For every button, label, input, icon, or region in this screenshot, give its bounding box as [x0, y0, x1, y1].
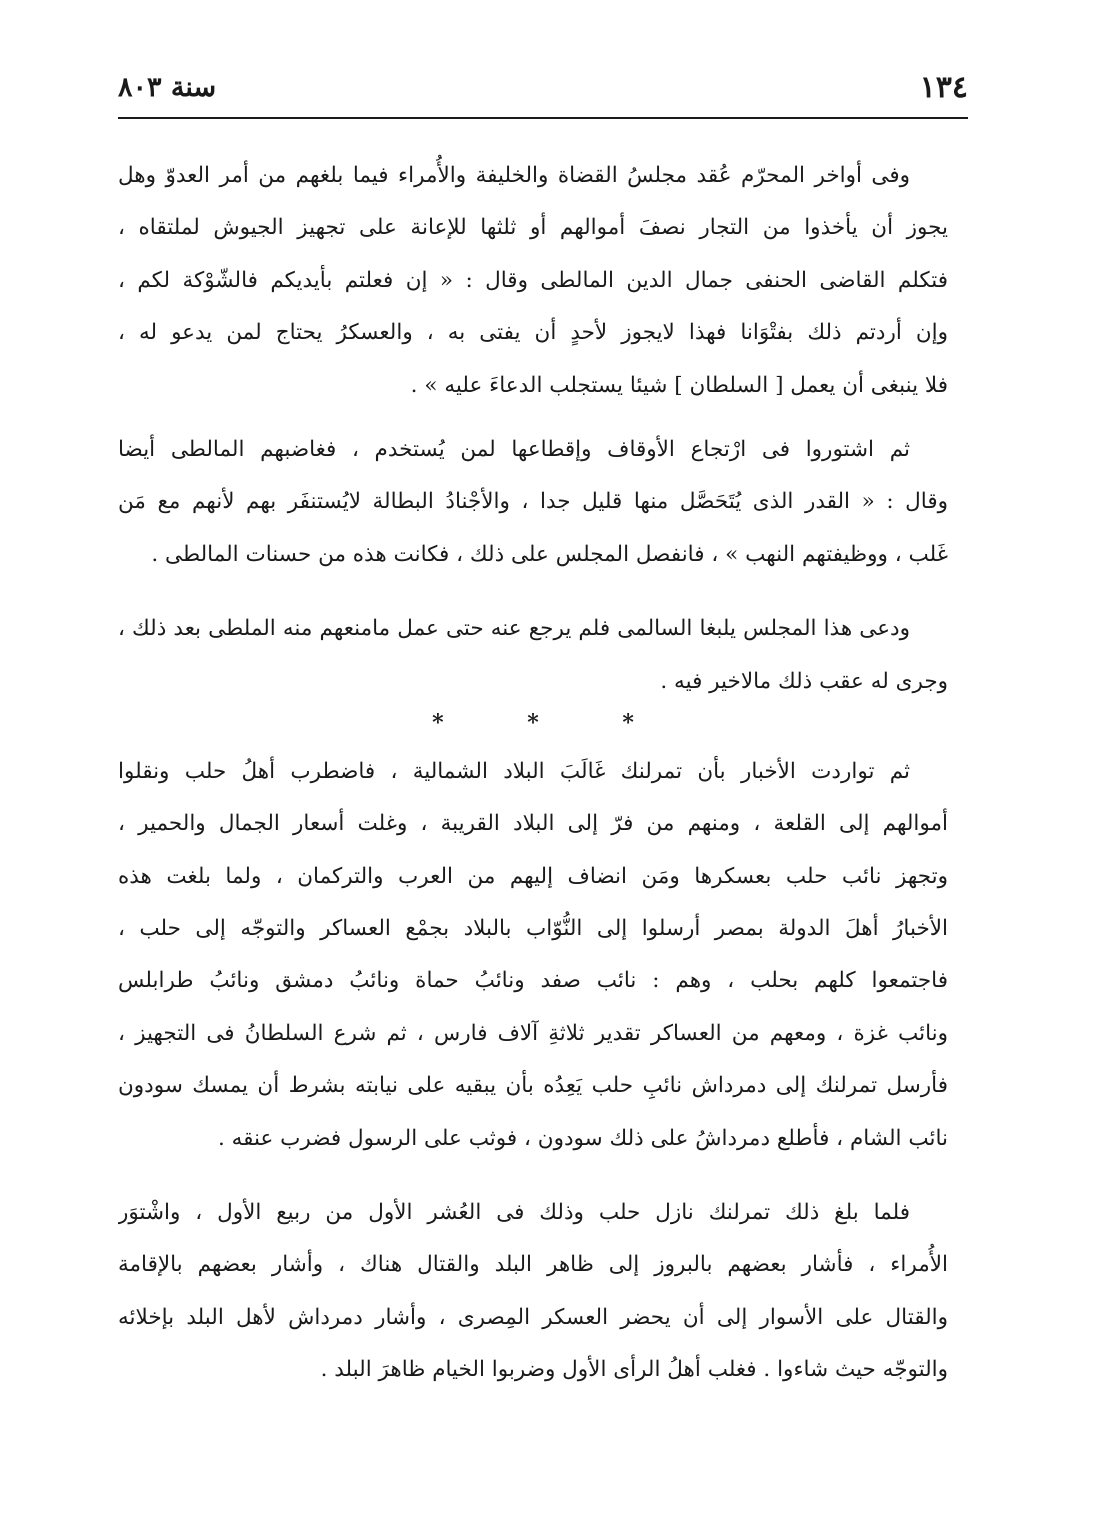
text-line: وفى أواخر المحرّم عُقد مجلسُ القضاة والخليفة والأُمراء فيما بلغهم من أمر العدوّ وهل — [118, 163, 910, 188]
text-line: وتجهز نائب حلب بعسكرها ومَن انضاف إليهم من العرب والتركمان ، ولما بلغت هذه — [118, 863, 948, 889]
text-line: ودعى هذا المجلس يلبغا السالمى فلم يرجع عنه حتى عمل مامنعهم منه الملطى بعد ذلك ، — [118, 616, 910, 642]
text-line: نائب الشام ، فأطلع دمرداشُ على ذلك سودون ، فوثب على الرسول فضرب عنقه . — [217, 1125, 948, 1151]
text-line: غَلب ، ووظيفتهم النهب » ، فانفصل المجلس على ذلك ، فكانت هذه من حسنات المالطى . — [151, 541, 948, 567]
text-line: وقال : « القدر الذى يُتَحَصَّل منها قليل جدا ، والأجْنادُ البطالة لايُستنفَر بهم لأنهم مع مَن — [118, 489, 948, 515]
text-line: وجرى له عقب ذلك مالاخير فيه . — [660, 668, 948, 694]
paragraph-2 — [118, 424, 948, 581]
text-line: فأرسل تمرلنك إلى دمرداش نائبِ حلب يَعِدُه بأن يبقيه على نيابته بشرط أن يمسك سودون — [118, 1073, 948, 1099]
paragraph-1 — [118, 150, 948, 412]
page-number: ١٣٤ — [919, 70, 968, 105]
header-rule — [118, 117, 968, 119]
text-line: الأخبارُ أهلَ الدولة بمصر أرسلوا إلى النُّوّاب بالبلاد بجمْع العساكر والتوجّه إلى حلب ، — [118, 916, 948, 942]
running-head-year: سنة ٨٠٣ — [118, 72, 217, 103]
paragraph-3 — [118, 603, 948, 708]
paragraph-5 — [118, 1187, 948, 1397]
page-body — [118, 150, 948, 1397]
text-line: أموالهم إلى القلعة ، ومنهم من فرّ إلى البلاد القريبة ، وغلت أسعار الجمال والحمير ، — [118, 811, 948, 837]
text-line: يجوز أن يأخذوا من التجار نصفَ أموالهم أو ثلثها للإعانة على تجهيز الجيوش لملتقاه ، — [118, 215, 948, 241]
text-line: فاجتمعوا كلهم بحلب ، وهم : نائب صفد ونائبُ حماة ونائبُ دمشق ونائبُ طرابلس — [118, 968, 948, 994]
text-line: ونائب غزة ، ومعهم من العساكر تقدير ثلاثةِ آلاف فارس ، ثم شرع السلطانُ فى التجهيز ، — [118, 1020, 948, 1046]
paragraph-4 — [118, 746, 948, 1165]
text-line: والقتال على الأسوار إلى أن يحضر العسكر المِصرى ، وأشار دمرداش لأهل البلد بإخلائه — [118, 1304, 948, 1330]
text-line: ثم تواردت الأخبار بأن تمرلنك غَالَبَ البلاد الشمالية ، فاضطرب أهلُ حلب ونقلوا — [118, 758, 910, 784]
page-header — [118, 60, 968, 116]
section-separator: * * * — [432, 709, 672, 736]
text-line: فتكلم القاضى الحنفى جمال الدين المالطى وقال : « إن فعلتم بأيديكم فالشّوْكة لكم ، — [118, 267, 948, 293]
text-line: والتوجّه حيث شاءوا . فغلب أهلُ الرأى الأول وضربوا الخيام ظاهرَ البلد . — [320, 1357, 948, 1383]
text-line: الأُمراء ، فأشار بعضهم بالبروز إلى ظاهر البلد والقتال هناك ، وأشار بعضهم بالإقامة — [118, 1252, 948, 1278]
text-line: ثم اشتوروا فى ارْتجاع الأوقاف وإقطاعها لمن يُستخدم ، فغاضبهم المالطى أيضا — [118, 436, 910, 462]
text-line: فلما بلغ ذلك تمرلنك نازل حلب وذلك فى العُشر الأول من ربيع الأول ، واشْتوَر — [118, 1200, 910, 1226]
text-line: وإن أردتم ذلك بفتْوَانا فهذا لايجوز لأحدٍ أن يفتى به ، والعسكرُ يحتاج لمن يدعو له ، — [118, 320, 948, 346]
text-line: فلا ينبغى أن يعمل [ السلطان ] شيئا يستجلب الدعاءَ عليه » . — [410, 372, 948, 398]
